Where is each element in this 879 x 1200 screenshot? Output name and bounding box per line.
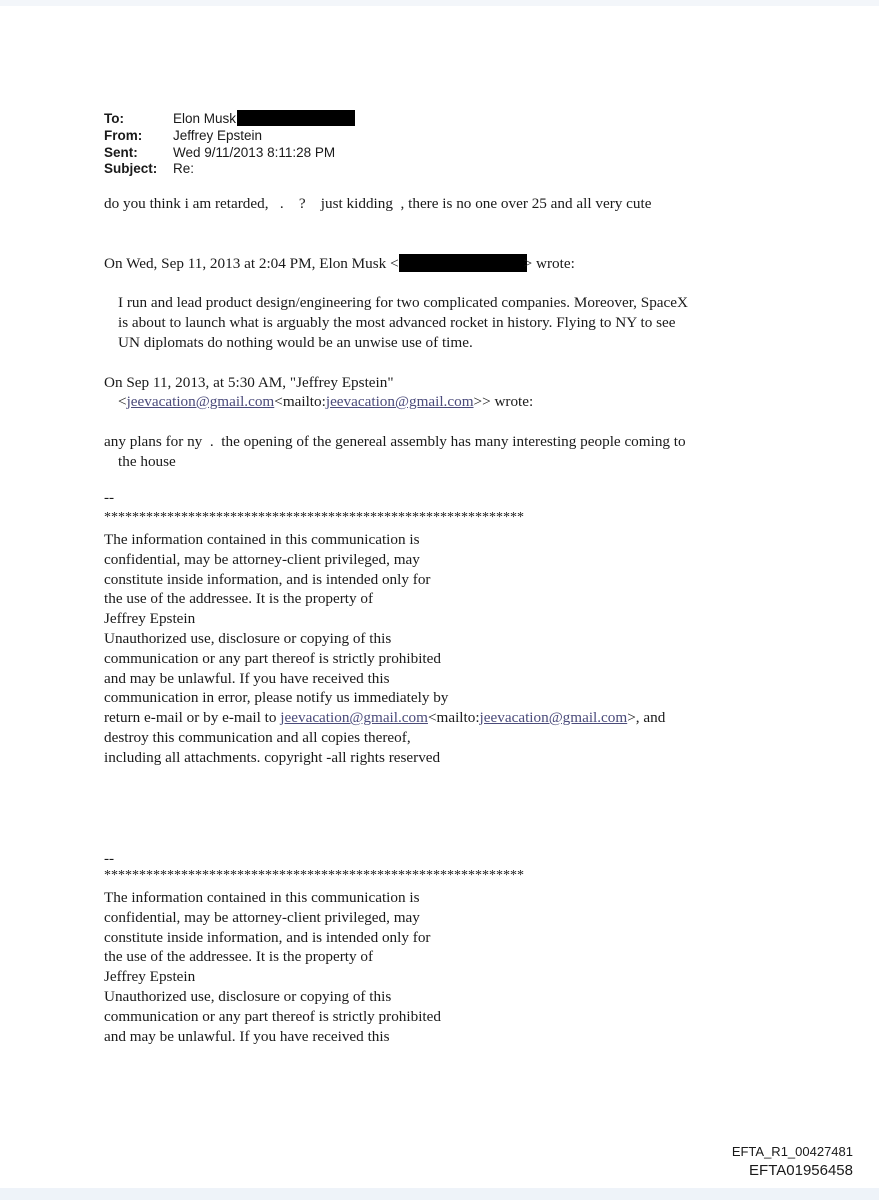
quote1-attribution-prefix: On Wed, Sep 11, 2013 at 2:04 PM, Elon Musk < — [104, 255, 399, 272]
subject-value: Re: — [173, 161, 195, 176]
mailto-prefix: <mailto: — [274, 393, 326, 410]
doc-id-2: EFTA01956458 — [749, 1162, 853, 1179]
email-link[interactable]: jeevacation@gmail.com — [126, 393, 275, 410]
to-value — [173, 110, 355, 127]
quote2-attribution-line2 — [118, 392, 533, 412]
subject-label: Subject: — [104, 161, 158, 176]
return-email-link[interactable]: jeevacation@gmail.com — [280, 709, 428, 726]
quote2-body-line-1: any plans for ny . the opening of the genereal assembly has many interesting people coming to — [104, 433, 686, 450]
footer1-dashes: -- — [104, 489, 115, 506]
footer2-stars: ************************************************************ — [104, 868, 524, 883]
to-label: To: — [104, 111, 124, 126]
quote2-close: >> wrote: — [473, 393, 534, 410]
return-prefix: return e-mail or by e-mail to — [104, 709, 281, 726]
quote1-line-3: UN diplomats do nothing would be an unwise use of time. — [118, 334, 473, 351]
footer1-closing: destroy this communication and all copies thereof, including all attachments. copyright -all rights reserved — [104, 729, 441, 766]
return-suffix: >, and — [627, 709, 666, 726]
mailto-link[interactable]: jeevacation@gmail.com — [325, 393, 474, 410]
footer1-return-line — [104, 708, 665, 728]
return-mailto-prefix: <mailto: — [427, 709, 480, 726]
to-name: Elon Musk — [173, 111, 237, 126]
footer1-stars: ************************************************************ — [104, 510, 524, 525]
top-edge — [0, 0, 879, 6]
bottom-edge — [0, 1188, 879, 1200]
quote1-line-1: I run and lead product design/engineering for two complicated companies. Moreover, SpaceX — [118, 294, 688, 311]
redaction-box — [399, 254, 527, 272]
reply-body: do you think i am retarded, . ? just kidding , there is no one over 25 and all very cute — [104, 195, 652, 212]
from-value: Jeffrey Epstein — [173, 128, 263, 143]
footer1-text: The information contained in this communication is confidential, may be attorney-client privileged, may constitute inside information, and is intended only for the use of the addressee. It is the property of Jeffrey Epstein Unauthorized use, disclosure or copying of this communication or any part thereof is strictly prohibited and may be unlawful. If you have received this communication in error, please notify us immediately by — [104, 531, 449, 707]
return-mailto-link[interactable]: jeevacation@gmail.com — [479, 709, 628, 726]
quote1-attribution-suffix: > wrote: — [523, 255, 575, 272]
quote2-body-line-2: the house — [118, 453, 176, 470]
sent-value: Wed 9/11/2013 8:11:28 PM — [173, 145, 336, 160]
from-label: From: — [104, 128, 143, 143]
doc-id-1: EFTA_R1_00427481 — [731, 1144, 853, 1159]
quote2-open: < — [118, 393, 127, 410]
footer2-text: The information contained in this communication is confidential, may be attorney-client privileged, may constitute inside information, and is intended only for the use of the addressee. It is the property of Jeffrey Epstein Unauthorized use, disclosure or copying of this communication or any part thereof is strictly prohibited and may be unlawful. If you have received this — [104, 889, 441, 1045]
redaction-box — [237, 110, 355, 126]
quote1-line-2: is about to launch what is arguably the most advanced rocket in history. Flying to NY to see — [118, 314, 676, 331]
quote1-attribution — [104, 254, 575, 274]
sent-label: Sent: — [104, 145, 138, 160]
footer2-dashes: -- — [104, 850, 115, 867]
quote2-attribution-line1: On Sep 11, 2013, at 5:30 AM, "Jeffrey Epstein" — [104, 374, 394, 391]
